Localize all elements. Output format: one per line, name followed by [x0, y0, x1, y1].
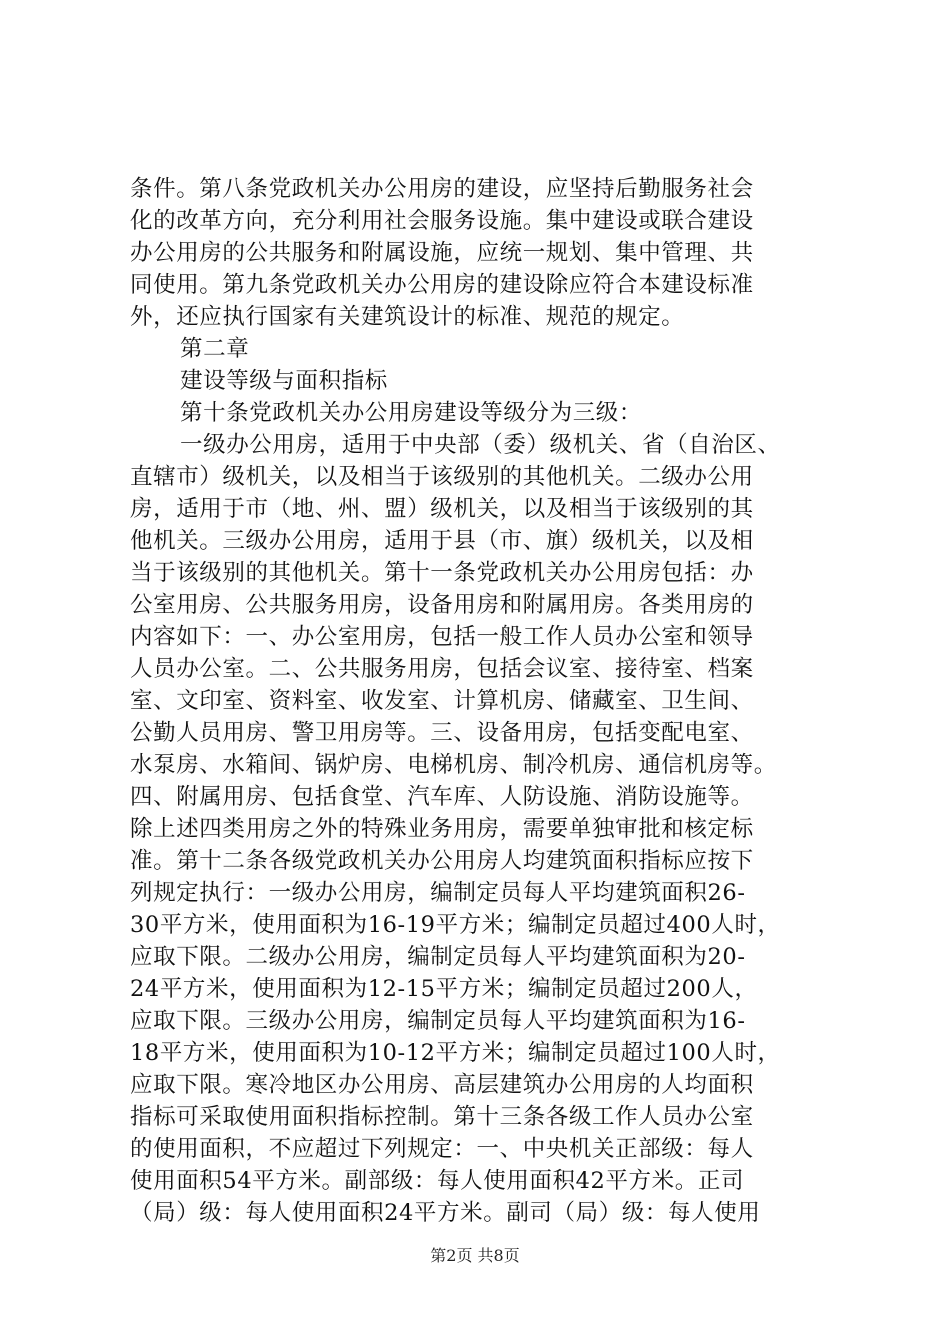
text-line: 同使用。第九条党政机关办公用房的建设除应符合本建设标准 [130, 272, 754, 298]
text-line: 他机关。三级办公用房，适用于县（市、旗）级机关，以及相 [130, 528, 754, 554]
text-line: 办公用房的公共服务和附属设施，应统一规划、集中管理、共 [130, 240, 754, 266]
text-line: 30平方米，使用面积为16-19平方米；编制定员超过400人时， [130, 912, 781, 938]
text-line: 应取下限。三级办公用房，编制定员每人平均建筑面积为16- [130, 1008, 746, 1034]
chapter-title: 建设等级与面积指标 [180, 368, 388, 394]
text-line: 列规定执行：一级办公用房，编制定员每人平均建筑面积26- [130, 880, 746, 906]
text-line: 室、文印室、资料室、收发室、计算机房、储藏室、卫生间、 [130, 688, 754, 714]
chapter-number: 第二章 [180, 336, 250, 362]
text-line: 指标可采取使用面积指标控制。第十三条各级工作人员办公室 [130, 1104, 754, 1130]
text-line: 化的改革方向，充分利用社会服务设施。集中建设或联合建设 [130, 208, 754, 234]
text-line: 一级办公用房，适用于中央部（委）级机关、省（自治区、 [180, 432, 781, 458]
text-line: 准。第十二条各级党政机关办公用房人均建筑面积指标应按下 [130, 848, 754, 874]
text-line: 24平方米，使用面积为12-15平方米；编制定员超过200人， [130, 976, 758, 1002]
page-number-footer: 第2页 共8页 [430, 1246, 520, 1265]
text-line: 直辖市）级机关，以及相当于该级别的其他机关。二级办公用 [130, 464, 754, 490]
text-line: 内容如下：一、办公室用房，包括一般工作人员办公室和领导 [130, 624, 754, 650]
text-line: 除上述四类用房之外的特殊业务用房，需要单独审批和核定标 [130, 816, 754, 842]
text-line: 公勤人员用房、警卫用房等。三、设备用房，包括变配电室、 [130, 720, 754, 746]
text-line: 外，还应执行国家有关建筑设计的标准、规范的规定。 [130, 304, 685, 330]
text-line: 应取下限。二级办公用房，编制定员每人平均建筑面积为20- [130, 944, 746, 970]
text-line: 人员办公室。二、公共服务用房，包括会议室、接待室、档案 [130, 656, 754, 682]
text-line: 当于该级别的其他机关。第十一条党政机关办公用房包括：办 [130, 560, 754, 586]
text-line: 使用面积54平方米。副部级：每人使用面积42平方米。正司 [130, 1168, 745, 1194]
text-line: 18平方米，使用面积为10-12平方米；编制定员超过100人时， [130, 1040, 781, 1066]
text-line: 第十条党政机关办公用房建设等级分为三级： [180, 400, 643, 426]
text-line: 的使用面积，不应超过下列规定：一、中央机关正部级：每人 [130, 1136, 754, 1162]
text-line: 公室用房、公共服务用房，设备用房和附属用房。各类用房的 [130, 592, 754, 618]
text-line: 四、附属用房、包括食堂、汽车库、人防设施、消防设施等。 [130, 784, 754, 810]
text-line: 应取下限。寒冷地区办公用房、高层建筑办公用房的人均面积 [130, 1072, 754, 1098]
text-line: 水泵房、水箱间、锅炉房、电梯机房、制冷机房、通信机房等。 [130, 752, 777, 778]
text-line: 条件。第八条党政机关办公用房的建设，应坚持后勤服务社会 [130, 176, 754, 202]
text-line: 房，适用于市（地、州、盟）级机关，以及相当于该级别的其 [130, 496, 754, 522]
text-line: （局）级：每人使用面积24平方米。副司（局）级：每人使用 [130, 1200, 761, 1226]
